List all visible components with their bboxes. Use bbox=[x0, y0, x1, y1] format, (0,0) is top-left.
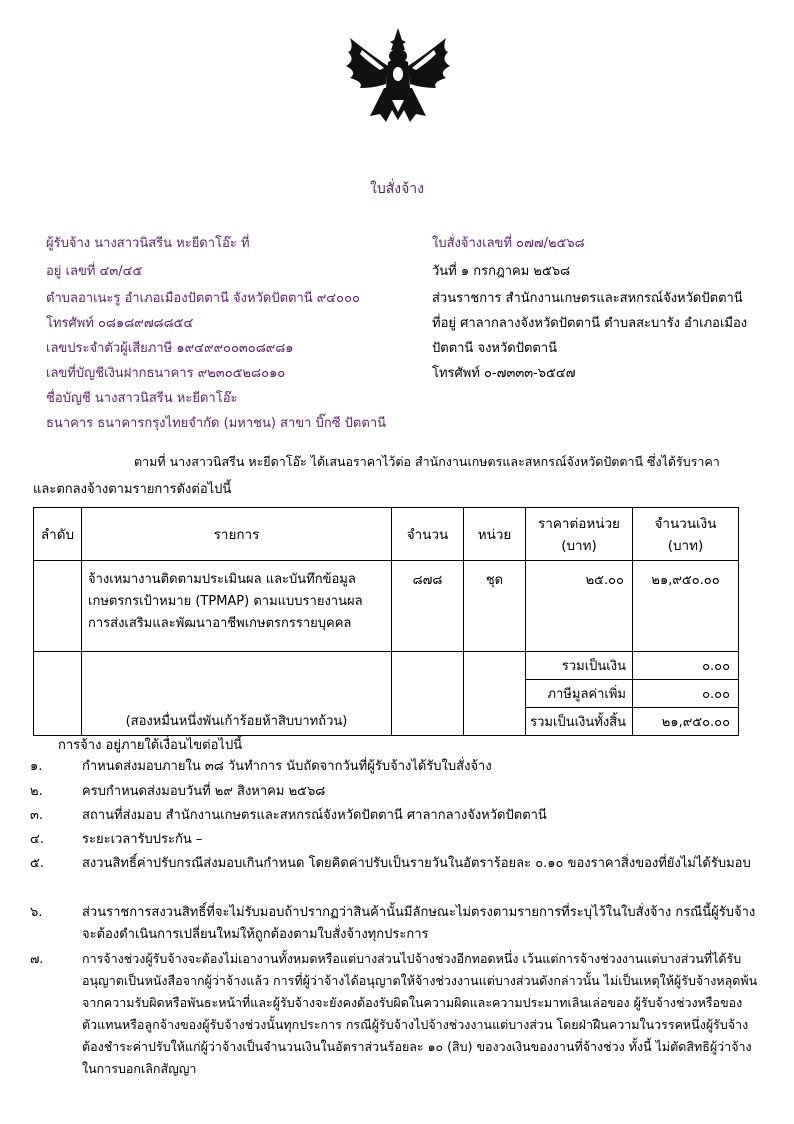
condition-item bbox=[30, 948, 760, 1102]
vat-label: ภาษีมูลค่าเพิ่ม bbox=[526, 680, 633, 708]
condition-number: ๕. bbox=[30, 856, 44, 871]
condition-number: ๖. bbox=[30, 905, 43, 920]
row-qty: ๘๗๘ bbox=[392, 561, 464, 652]
condition-number: ๑. bbox=[30, 759, 43, 774]
row-amount: ๒๑,๙๕๐.๐๐ bbox=[633, 561, 739, 652]
subtotal-value: ๐.๐๐ bbox=[633, 652, 739, 680]
condition-text: ครบกำหนดส่งมอบวันที่ ๒๙ สิงหาคม ๒๕๖๘ bbox=[82, 784, 326, 799]
header-amount-label: จำนวนเงิน bbox=[654, 516, 717, 532]
condition-text: การจ้างช่วงผู้รับจ้างจะต้องไม่เอางานทั้งหมดหรือแต่บางส่วนไปจ้างช่วงอีกทอดหนึ่ง เว้นแต่การจ้างช่วงงานแต่บางส่วนที่ได้รับอนุญาตเป็นหนังสือจากผู้ว่าจ้างแล้ว การที่ผู้ว่าจ้างได้อนุญาตให้จ้างช่วงงานแต่บางส่วนดังกล่าวนั้น ไม่เป็นเหตุให้ผู้รับจ้างหลุดพ้นจากความรับผิดหรือพันธะหน้าที่และผู้รับจ้างจะยังคงต้องรับผิดในความผิดและความประมาทเลินเล่อของ ผู้รับจ้างช่วงหรือของตัวแทนหรือลูกจ้างของผู้รับจ้างช่วงนั้นทุกประการ กรณีผู้รับจ้างไปจ้างช่วงงานแต่บางส่วน โดยฝ่าฝืนความในวรรคหนึ่งผู้รับจ้างต้องชำระค่าปรับให้แก่ผู้ว่าจ้างเป็นจำนวนเงินในอัตราส่วนร้อยละ ๑๐ (สิบ) ของวงเงินของงานที่จ้างช่วง ทั้งนี้ ไม่ตัดสิทธิผู้ว่าจ้างในการบอกเลิกสัญญา bbox=[82, 951, 758, 1076]
contractor-address-2: ตำบลอาเนะรู อำเภอเมืองปัตตานี จังหวัดปัตตานี ๙๔๐๐๐ bbox=[46, 291, 360, 306]
contractor-account-name: ชื่อบัญชี นางสาวนิสรีน หะยีดาโอ๊ะ bbox=[46, 391, 238, 406]
table-header-row bbox=[34, 508, 739, 561]
table-row bbox=[34, 561, 739, 652]
condition-text: สงวนสิทธิ์ค่าปรับกรณีส่งมอบเกินกำหนด โดยคิดค่าปรับเป็นรายวันในอัตราร้อยละ ๐.๑๐ ของราคาสิ่งของที่ยังไม่ได้รับมอบ bbox=[82, 856, 751, 871]
header-qty: จำนวน bbox=[392, 508, 464, 561]
contractor-address-1: อยู่ เลขที่ ๔๓/๔๕ bbox=[46, 264, 143, 279]
row-description-line-2: เกษตรกรเป้าหมาย (TPMAP) ตามแบบรายงานผล bbox=[88, 594, 363, 609]
intro-line-2: และตกลงจ้างตามรายการดังต่อไปนี้ bbox=[33, 482, 232, 497]
contractor-tax-id: เลขประจำตัวผู้เสียภาษี ๑๙๔๙๙๐๐๓๐๘๙๘๑ bbox=[46, 341, 294, 356]
vat-value: ๐.๐๐ bbox=[633, 680, 739, 708]
condition-number: ๓. bbox=[30, 808, 44, 823]
header-price bbox=[526, 508, 633, 561]
subtotal-label: รวมเป็นเงิน bbox=[526, 652, 633, 680]
contractor-bank: ธนาคาร ธนาคารกรุงไทยจำกัด (มหาชน) สาขา บิ๊กซี ปัตตานี bbox=[46, 416, 386, 431]
conditions-heading: การจ้าง อยู่ภายใต้เงื่อนไขต่อไปนี้ bbox=[58, 738, 243, 753]
header-item: รายการ bbox=[82, 508, 392, 561]
condition-item bbox=[30, 805, 760, 827]
document-title: ใบสั่งจ้าง bbox=[369, 181, 424, 197]
condition-number: ๒. bbox=[30, 784, 43, 799]
amount-in-words: (สองหมื่นหนึ่งพันเก้าร้อยห้าสิบบาทถ้วน) bbox=[82, 652, 392, 736]
condition-text: ระยะเวลารับประกัน – bbox=[82, 832, 203, 847]
total-label: รวมเป็นเงินทั้งสิ้น bbox=[526, 708, 633, 736]
condition-item bbox=[30, 829, 760, 851]
row-seq bbox=[34, 561, 82, 652]
header-amount bbox=[633, 508, 739, 561]
condition-item bbox=[30, 781, 760, 803]
row-price: ๒๕.๐๐ bbox=[526, 561, 633, 652]
row-description bbox=[82, 561, 392, 652]
total-value: ๒๑,๙๕๐.๐๐ bbox=[633, 708, 739, 736]
header-seq: ลำดับ bbox=[34, 508, 82, 561]
row-description-line-1: จ้างเหมางานติดตามประเมินผล และบันทึกข้อมูล bbox=[88, 572, 356, 587]
intro-line-1: ตามที่ นางสาวนิสรีน หะยีดาโอ๊ะ ได้เสนอราคาไว้ต่อ สำนักงานเกษตรและสหกรณ์จังหวัดปัตตานี ซึ่งได้รับราคา bbox=[134, 454, 720, 469]
condition-item bbox=[30, 853, 760, 897]
order-agency: ส่วนราชการ สำนักงานเกษตรและสหกรณ์จังหวัดปัตตานี bbox=[432, 291, 743, 306]
order-phone: โทรศัพท์ ๐-๗๓๓๓-๖๕๔๗ bbox=[432, 366, 576, 381]
condition-item bbox=[30, 756, 760, 778]
contractor-name: ผู้รับจ้าง นางสาวนิสรีน หะยีดาโอ๊ะ ที่ bbox=[46, 236, 250, 251]
order-address-1: ที่อยู่ ศาลากลางจังหวัดปัตตานี ตำบลสะบารัง อำเภอเมือง bbox=[432, 316, 748, 331]
contractor-bank-account: เลขที่บัญชีเงินฝากธนาคาร ๙๒๓๐๕๒๘๐๑๐ bbox=[46, 366, 286, 381]
header-unit: หน่วย bbox=[464, 508, 526, 561]
order-address-2: ปัตตานี จงหวัดปัตตานี bbox=[432, 341, 558, 356]
row-description-line-3: การส่งเสริมและพัฒนาอาชีพเกษตรกรรายบุคคล bbox=[88, 616, 352, 631]
items-table bbox=[33, 507, 739, 736]
header-amount-unit: (บาท) bbox=[667, 538, 704, 554]
condition-text: ส่วนราชการสงวนสิทธิ์ที่จะไม่รับมอบถ้าปรากฏว่าสินค้านั้นมีลักษณะไม่ตรงตามรายการที่ระบุไว้ในใบสั่งจ้าง กรณีนี้ผู้รับจ้างจะต้องดำเนินการเปลี่ยนใหม่ให้ถูกต้องตามใบสั่งจ้างทุกประการ bbox=[82, 905, 756, 942]
contractor-phone: โทรศัพท์ ๐๘๑๘๙๗๘๘๕๔ bbox=[46, 316, 194, 331]
order-date: วันที่ ๑ กรกฎาคม ๒๕๖๘ bbox=[432, 264, 571, 279]
condition-item bbox=[30, 902, 760, 946]
order-number: ใบสั่งจ้างเลขที่ ๐๗๗/๒๕๖๘ bbox=[432, 236, 585, 251]
summary-unit-blank bbox=[464, 652, 526, 736]
condition-text: สถานที่ส่งมอบ สำนักงานเกษตรและสหกรณ์จังหวัดปัตตานี ศาลากลางจังหวัดปัตตานี bbox=[82, 808, 547, 823]
header-price-unit: (บาท) bbox=[561, 538, 597, 554]
header-price-label: ราคาต่อหน่วย bbox=[538, 516, 620, 532]
condition-number: ๗. bbox=[30, 951, 44, 966]
row-unit: ชุด bbox=[464, 561, 526, 652]
summary-seq-blank bbox=[34, 652, 82, 736]
condition-text: กำหนดส่งมอบภายใน ๓๘ วันทำการ นับถัดจากวันที่ผู้รับจ้างได้รับใบสั่งจ้าง bbox=[82, 759, 492, 774]
condition-number: ๔. bbox=[30, 832, 44, 847]
summary-qty-blank bbox=[392, 652, 464, 736]
garuda-seal-icon bbox=[340, 26, 456, 126]
summary-row-subtotal bbox=[34, 652, 739, 680]
